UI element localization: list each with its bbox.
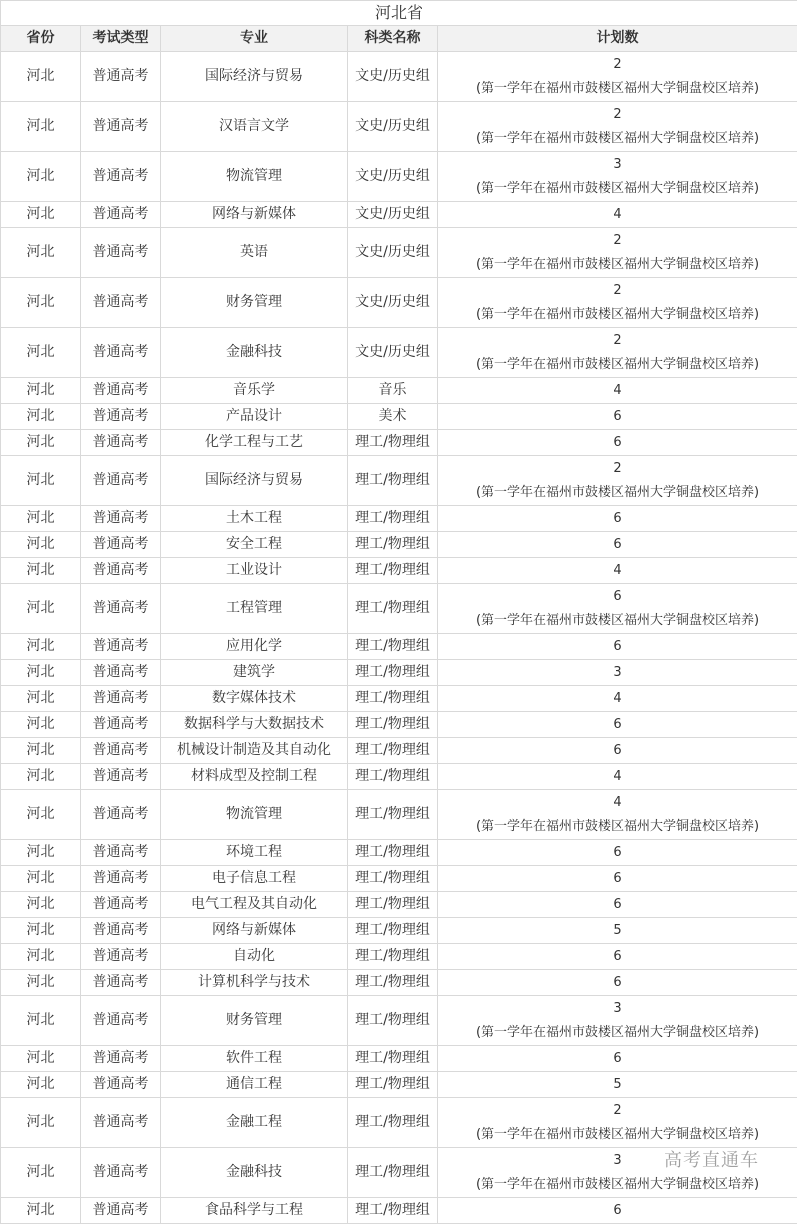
province-cell: 河北 <box>1 764 81 790</box>
province-cell: 河北 <box>1 152 81 202</box>
exam-type-cell: 普通高考 <box>81 1098 161 1148</box>
header-major: 专业 <box>161 26 348 52</box>
province-cell: 河北 <box>1 970 81 996</box>
exam-type-cell: 普通高考 <box>81 506 161 532</box>
table-title-row <box>1 1 797 26</box>
table-body <box>1 52 797 1224</box>
plan-cell <box>438 840 797 866</box>
major-cell: 电气工程及其自动化 <box>161 892 348 918</box>
plan-note: (第一学年在福州市鼓楼区福州大学铜盘校区培养) <box>438 1173 797 1197</box>
header-plan: 计划数 <box>438 26 797 52</box>
major-cell: 自动化 <box>161 944 348 970</box>
exam-type-cell: 普通高考 <box>81 970 161 996</box>
plan-number: 6 <box>438 405 797 429</box>
province-cell: 河北 <box>1 738 81 764</box>
exam-type-cell: 普通高考 <box>81 660 161 686</box>
major-cell: 环境工程 <box>161 840 348 866</box>
plan-cell <box>438 764 797 790</box>
header-exam-type: 考试类型 <box>81 26 161 52</box>
major-cell: 物流管理 <box>161 152 348 202</box>
province-cell: 河北 <box>1 378 81 404</box>
plan-cell <box>438 1148 797 1198</box>
plan-cell <box>438 378 797 404</box>
major-cell: 汉语言文学 <box>161 102 348 152</box>
plan-number: 6 <box>438 1199 797 1223</box>
province-cell: 河北 <box>1 712 81 738</box>
exam-type-cell: 普通高考 <box>81 102 161 152</box>
plan-cell <box>438 404 797 430</box>
major-cell: 网络与新媒体 <box>161 918 348 944</box>
table-row <box>1 328 797 378</box>
plan-number: 6 <box>438 945 797 969</box>
plan-number: 6 <box>438 1047 797 1071</box>
major-cell: 金融科技 <box>161 328 348 378</box>
category-cell: 理工/物理组 <box>348 686 438 712</box>
exam-type-cell: 普通高考 <box>81 430 161 456</box>
plan-note: (第一学年在福州市鼓楼区福州大学铜盘校区培养) <box>438 1021 797 1045</box>
category-cell: 理工/物理组 <box>348 892 438 918</box>
exam-type-cell: 普通高考 <box>81 866 161 892</box>
table-row <box>1 686 797 712</box>
category-cell: 文史/历史组 <box>348 102 438 152</box>
table-row <box>1 764 797 790</box>
exam-type-cell: 普通高考 <box>81 278 161 328</box>
province-cell: 河北 <box>1 102 81 152</box>
plan-number: 6 <box>438 867 797 891</box>
plan-note: (第一学年在福州市鼓楼区福州大学铜盘校区培养) <box>438 815 797 839</box>
plan-cell <box>438 52 797 102</box>
table-row <box>1 660 797 686</box>
category-cell: 美术 <box>348 404 438 430</box>
exam-type-cell: 普通高考 <box>81 52 161 102</box>
category-cell: 理工/物理组 <box>348 970 438 996</box>
category-cell: 理工/物理组 <box>348 558 438 584</box>
plan-number: 4 <box>438 765 797 789</box>
plan-number: 4 <box>438 687 797 711</box>
plan-number: 2 <box>438 53 797 77</box>
category-cell: 理工/物理组 <box>348 660 438 686</box>
category-cell: 文史/历史组 <box>348 328 438 378</box>
plan-note: (第一学年在福州市鼓楼区福州大学铜盘校区培养) <box>438 303 797 327</box>
plan-cell <box>438 152 797 202</box>
plan-note: (第一学年在福州市鼓楼区福州大学铜盘校区培养) <box>438 127 797 151</box>
exam-type-cell: 普通高考 <box>81 764 161 790</box>
plan-note: (第一学年在福州市鼓楼区福州大学铜盘校区培养) <box>438 253 797 277</box>
header-category: 科类名称 <box>348 26 438 52</box>
category-cell: 理工/物理组 <box>348 996 438 1046</box>
plan-cell <box>438 102 797 152</box>
table-row <box>1 738 797 764</box>
table-row <box>1 944 797 970</box>
category-cell: 理工/物理组 <box>348 790 438 840</box>
category-cell: 理工/物理组 <box>348 506 438 532</box>
table-row <box>1 378 797 404</box>
exam-type-cell: 普通高考 <box>81 944 161 970</box>
major-cell: 材料成型及控制工程 <box>161 764 348 790</box>
plan-number: 4 <box>438 379 797 403</box>
plan-note: (第一学年在福州市鼓楼区福州大学铜盘校区培养) <box>438 177 797 201</box>
category-cell: 理工/物理组 <box>348 430 438 456</box>
major-cell: 网络与新媒体 <box>161 202 348 228</box>
table-row <box>1 1198 797 1224</box>
category-cell: 理工/物理组 <box>348 764 438 790</box>
category-cell: 理工/物理组 <box>348 1046 438 1072</box>
exam-type-cell: 普通高考 <box>81 228 161 278</box>
province-cell: 河北 <box>1 456 81 506</box>
category-cell: 理工/物理组 <box>348 944 438 970</box>
header-province: 省份 <box>1 26 81 52</box>
table-row <box>1 1072 797 1098</box>
exam-type-cell: 普通高考 <box>81 378 161 404</box>
plan-number: 2 <box>438 103 797 127</box>
plan-cell <box>438 970 797 996</box>
plan-note: (第一学年在福州市鼓楼区福州大学铜盘校区培养) <box>438 609 797 633</box>
plan-cell <box>438 712 797 738</box>
plan-number: 4 <box>438 203 797 227</box>
major-cell: 计算机科学与技术 <box>161 970 348 996</box>
table-row <box>1 892 797 918</box>
major-cell: 机械设计制造及其自动化 <box>161 738 348 764</box>
category-cell: 文史/历史组 <box>348 202 438 228</box>
plan-number: 3 <box>438 997 797 1021</box>
province-cell: 河北 <box>1 840 81 866</box>
exam-type-cell: 普通高考 <box>81 634 161 660</box>
plan-cell <box>438 918 797 944</box>
category-cell: 理工/物理组 <box>348 634 438 660</box>
plan-number: 6 <box>438 893 797 917</box>
major-cell: 英语 <box>161 228 348 278</box>
major-cell: 财务管理 <box>161 278 348 328</box>
category-cell: 文史/历史组 <box>348 278 438 328</box>
major-cell: 食品科学与工程 <box>161 1198 348 1224</box>
major-cell: 安全工程 <box>161 532 348 558</box>
province-cell: 河北 <box>1 506 81 532</box>
plan-number: 2 <box>438 229 797 253</box>
category-cell: 理工/物理组 <box>348 532 438 558</box>
plan-cell <box>438 456 797 506</box>
exam-type-cell: 普通高考 <box>81 584 161 634</box>
major-cell: 数据科学与大数据技术 <box>161 712 348 738</box>
exam-type-cell: 普通高考 <box>81 404 161 430</box>
plan-cell <box>438 738 797 764</box>
table-row <box>1 584 797 634</box>
exam-type-cell: 普通高考 <box>81 686 161 712</box>
exam-type-cell: 普通高考 <box>81 558 161 584</box>
plan-number: 6 <box>438 635 797 659</box>
plan-cell <box>438 558 797 584</box>
major-cell: 国际经济与贸易 <box>161 456 348 506</box>
province-cell: 河北 <box>1 1198 81 1224</box>
plan-cell <box>438 430 797 456</box>
table-row <box>1 102 797 152</box>
plan-cell <box>438 996 797 1046</box>
table-row <box>1 712 797 738</box>
province-cell: 河北 <box>1 404 81 430</box>
plan-number: 6 <box>438 841 797 865</box>
table-header-row <box>1 26 797 52</box>
exam-type-cell: 普通高考 <box>81 918 161 944</box>
plan-cell <box>438 584 797 634</box>
province-cell: 河北 <box>1 892 81 918</box>
category-cell: 理工/物理组 <box>348 1198 438 1224</box>
plan-number: 6 <box>438 533 797 557</box>
exam-type-cell: 普通高考 <box>81 892 161 918</box>
table-row <box>1 866 797 892</box>
major-cell: 化学工程与工艺 <box>161 430 348 456</box>
plan-cell <box>438 1072 797 1098</box>
exam-type-cell: 普通高考 <box>81 996 161 1046</box>
plan-cell <box>438 1198 797 1224</box>
plan-cell <box>438 892 797 918</box>
exam-type-cell: 普通高考 <box>81 790 161 840</box>
province-cell: 河北 <box>1 584 81 634</box>
major-cell: 工程管理 <box>161 584 348 634</box>
province-cell: 河北 <box>1 686 81 712</box>
plan-number: 2 <box>438 279 797 303</box>
table-row <box>1 506 797 532</box>
province-cell: 河北 <box>1 52 81 102</box>
plan-note: (第一学年在福州市鼓楼区福州大学铜盘校区培养) <box>438 353 797 377</box>
table-row <box>1 996 797 1046</box>
plan-number: 3 <box>438 153 797 177</box>
plan-cell <box>438 202 797 228</box>
table-row <box>1 1046 797 1072</box>
major-cell: 音乐学 <box>161 378 348 404</box>
table-title: 河北省 <box>1 1 797 26</box>
province-cell: 河北 <box>1 1098 81 1148</box>
plan-cell <box>438 790 797 840</box>
exam-type-cell: 普通高考 <box>81 712 161 738</box>
exam-type-cell: 普通高考 <box>81 152 161 202</box>
major-cell: 财务管理 <box>161 996 348 1046</box>
plan-note: (第一学年在福州市鼓楼区福州大学铜盘校区培养) <box>438 1123 797 1147</box>
province-cell: 河北 <box>1 1072 81 1098</box>
major-cell: 通信工程 <box>161 1072 348 1098</box>
table-row <box>1 404 797 430</box>
province-cell: 河北 <box>1 660 81 686</box>
table-row <box>1 1148 797 1198</box>
category-cell: 文史/历史组 <box>348 228 438 278</box>
plan-cell <box>438 686 797 712</box>
category-cell: 理工/物理组 <box>348 840 438 866</box>
province-cell: 河北 <box>1 532 81 558</box>
category-cell: 理工/物理组 <box>348 456 438 506</box>
table-row <box>1 456 797 506</box>
exam-type-cell: 普通高考 <box>81 328 161 378</box>
category-cell: 理工/物理组 <box>348 1072 438 1098</box>
category-cell: 理工/物理组 <box>348 1148 438 1198</box>
category-cell: 文史/历史组 <box>348 52 438 102</box>
exam-type-cell: 普通高考 <box>81 840 161 866</box>
watermark: 高考直通车 <box>664 1146 759 1172</box>
category-cell: 理工/物理组 <box>348 584 438 634</box>
plan-cell <box>438 944 797 970</box>
province-cell: 河北 <box>1 996 81 1046</box>
table-row <box>1 228 797 278</box>
category-cell: 音乐 <box>348 378 438 404</box>
province-cell: 河北 <box>1 866 81 892</box>
plan-number: 6 <box>438 971 797 995</box>
plan-number: 6 <box>438 739 797 763</box>
province-cell: 河北 <box>1 430 81 456</box>
major-cell: 国际经济与贸易 <box>161 52 348 102</box>
major-cell: 数字媒体技术 <box>161 686 348 712</box>
exam-type-cell: 普通高考 <box>81 1046 161 1072</box>
plan-cell <box>438 328 797 378</box>
province-cell: 河北 <box>1 634 81 660</box>
plan-number: 6 <box>438 431 797 455</box>
major-cell: 软件工程 <box>161 1046 348 1072</box>
category-cell: 理工/物理组 <box>348 866 438 892</box>
major-cell: 工业设计 <box>161 558 348 584</box>
table-row <box>1 790 797 840</box>
province-cell: 河北 <box>1 790 81 840</box>
province-cell: 河北 <box>1 1046 81 1072</box>
plan-cell <box>438 278 797 328</box>
major-cell: 金融工程 <box>161 1098 348 1148</box>
exam-type-cell: 普通高考 <box>81 1072 161 1098</box>
province-cell: 河北 <box>1 328 81 378</box>
table-row <box>1 430 797 456</box>
plan-number: 6 <box>438 585 797 609</box>
plan-number: 6 <box>438 507 797 531</box>
plan-note: (第一学年在福州市鼓楼区福州大学铜盘校区培养) <box>438 77 797 101</box>
category-cell: 理工/物理组 <box>348 712 438 738</box>
plan-cell <box>438 1098 797 1148</box>
plan-number: 6 <box>438 713 797 737</box>
plan-number: 5 <box>438 1073 797 1097</box>
province-cell: 河北 <box>1 278 81 328</box>
major-cell: 物流管理 <box>161 790 348 840</box>
plan-cell <box>438 866 797 892</box>
plan-number: 2 <box>438 329 797 353</box>
province-cell: 河北 <box>1 558 81 584</box>
table-row <box>1 52 797 102</box>
exam-type-cell: 普通高考 <box>81 202 161 228</box>
plan-number: 4 <box>438 791 797 815</box>
plan-note: (第一学年在福州市鼓楼区福州大学铜盘校区培养) <box>438 481 797 505</box>
category-cell: 理工/物理组 <box>348 918 438 944</box>
plan-cell <box>438 660 797 686</box>
plan-cell <box>438 228 797 278</box>
major-cell: 建筑学 <box>161 660 348 686</box>
exam-type-cell: 普通高考 <box>81 738 161 764</box>
major-cell: 电子信息工程 <box>161 866 348 892</box>
province-cell: 河北 <box>1 228 81 278</box>
exam-type-cell: 普通高考 <box>81 1148 161 1198</box>
table-row <box>1 970 797 996</box>
exam-type-cell: 普通高考 <box>81 532 161 558</box>
table-row <box>1 278 797 328</box>
province-cell: 河北 <box>1 918 81 944</box>
plan-number: 2 <box>438 1099 797 1123</box>
plan-number: 3 <box>438 661 797 685</box>
category-cell: 理工/物理组 <box>348 1098 438 1148</box>
table-row <box>1 634 797 660</box>
major-cell: 应用化学 <box>161 634 348 660</box>
exam-type-cell: 普通高考 <box>81 456 161 506</box>
table-row <box>1 202 797 228</box>
major-cell: 金融科技 <box>161 1148 348 1198</box>
plan-number: 5 <box>438 919 797 943</box>
plan-cell <box>438 506 797 532</box>
province-cell: 河北 <box>1 944 81 970</box>
plan-cell <box>438 532 797 558</box>
province-cell: 河北 <box>1 202 81 228</box>
table-row <box>1 558 797 584</box>
plan-cell <box>438 634 797 660</box>
category-cell: 理工/物理组 <box>348 738 438 764</box>
major-cell: 产品设计 <box>161 404 348 430</box>
plan-number: 2 <box>438 457 797 481</box>
table-row <box>1 1098 797 1148</box>
major-cell: 土木工程 <box>161 506 348 532</box>
plan-number: 3 <box>438 1149 797 1173</box>
table-row <box>1 840 797 866</box>
province-cell: 河北 <box>1 1148 81 1198</box>
table-row <box>1 152 797 202</box>
plan-number: 4 <box>438 559 797 583</box>
table-row <box>1 918 797 944</box>
exam-type-cell: 普通高考 <box>81 1198 161 1224</box>
plan-cell <box>438 1046 797 1072</box>
table-row <box>1 532 797 558</box>
category-cell: 文史/历史组 <box>348 152 438 202</box>
